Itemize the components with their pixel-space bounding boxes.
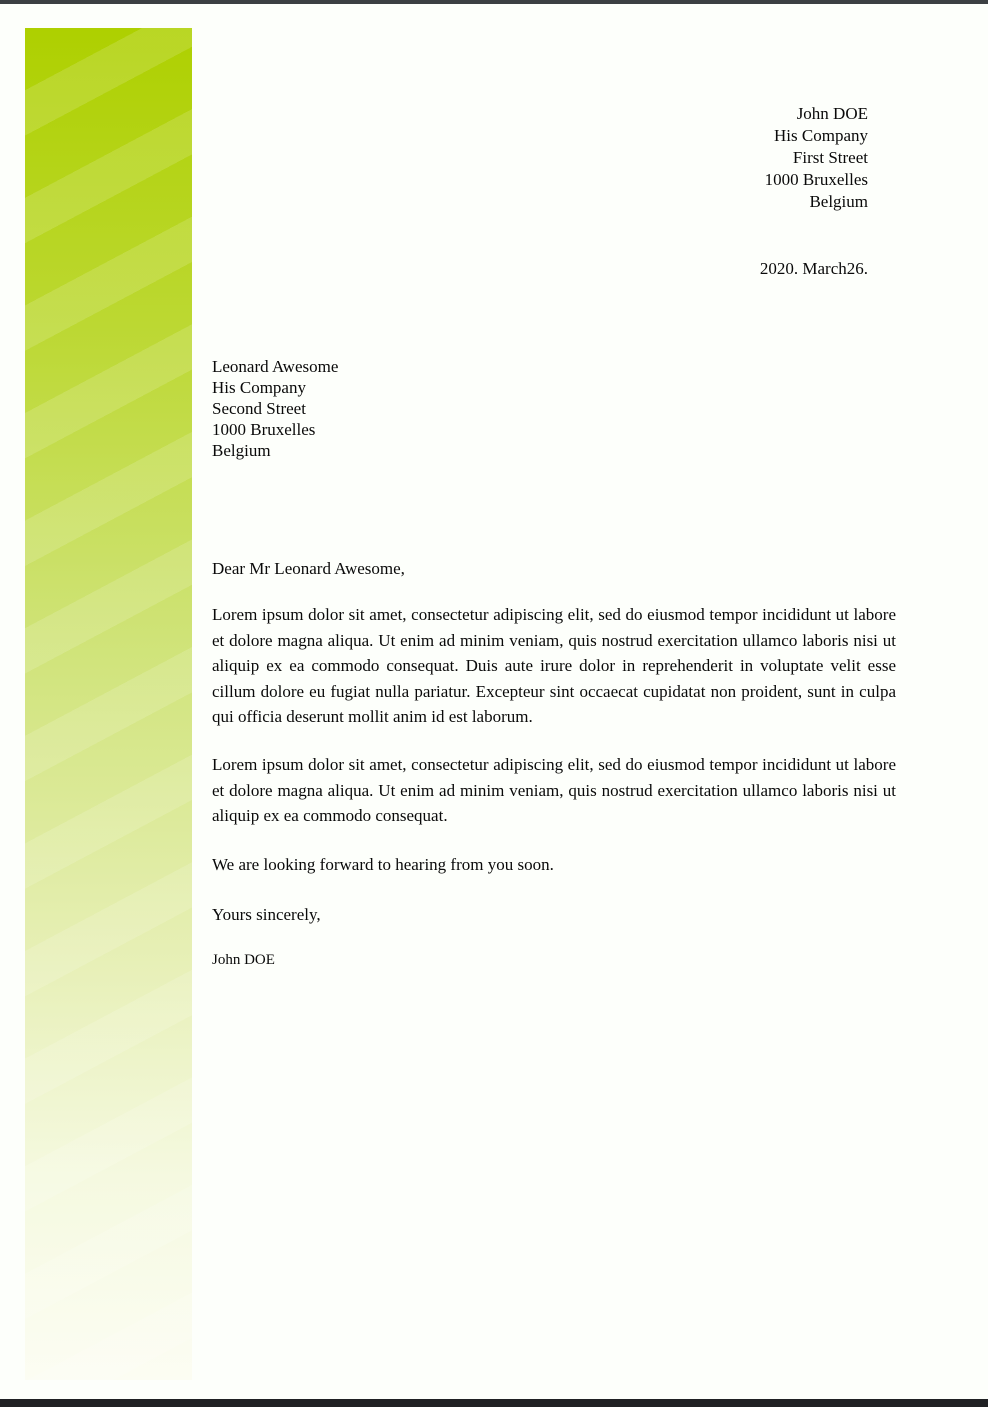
body-paragraph-2: Lorem ipsum dolor sit amet, consectetur adipiscing elit, sed do eiusmod tempor incididunt ut labore et dolore magna aliqua. Ut enim ad minim veniam, quis nostrud exercitation ullamco laboris nisi ut aliquip ex ea commodo consequat. <box>212 755 896 825</box>
signature-name: John DOE <box>212 952 275 968</box>
sender-address-block <box>765 103 868 213</box>
sender-country: Belgium <box>809 192 868 211</box>
recipient-name: Leonard Awesome <box>212 357 339 376</box>
sender-name: John DOE <box>796 104 868 123</box>
green-accent-sidebar <box>25 28 192 1380</box>
sender-city: 1000 Bruxelles <box>764 170 868 189</box>
sender-street: First Street <box>792 148 868 167</box>
recipient-company: His Company <box>212 378 306 397</box>
valediction: Yours sincerely, <box>212 905 321 924</box>
letter-date: 2020. March26. <box>759 259 868 278</box>
salutation: Dear Mr Leonard Awesome, <box>212 559 405 578</box>
recipient-country: Belgium <box>212 441 271 460</box>
recipient-street: Second Street <box>212 399 306 418</box>
closing-line: We are looking forward to hearing from you soon. <box>212 855 554 874</box>
recipient-address-block <box>212 356 338 461</box>
recipient-city: 1000 Bruxelles <box>212 420 316 439</box>
top-edge-bar <box>0 0 988 4</box>
sender-company: His Company <box>774 126 868 145</box>
bottom-edge-bar <box>0 1399 988 1407</box>
body-paragraph-1: Lorem ipsum dolor sit amet, consectetur adipiscing elit, sed do eiusmod tempor incididunt ut labore et dolore magna aliqua. Ut enim ad minim veniam, quis nostrud exercitation ullamco laboris nisi ut aliquip ex ea commodo consequat. Duis aute irure dolor in reprehenderit in voluptate velit esse cillum dolore eu fugiat nulla pariatur. Excepteur sint occaecat cupidatat non proident, sunt in culpa qui officia deserunt mollit anim id est laborum. <box>212 605 896 726</box>
